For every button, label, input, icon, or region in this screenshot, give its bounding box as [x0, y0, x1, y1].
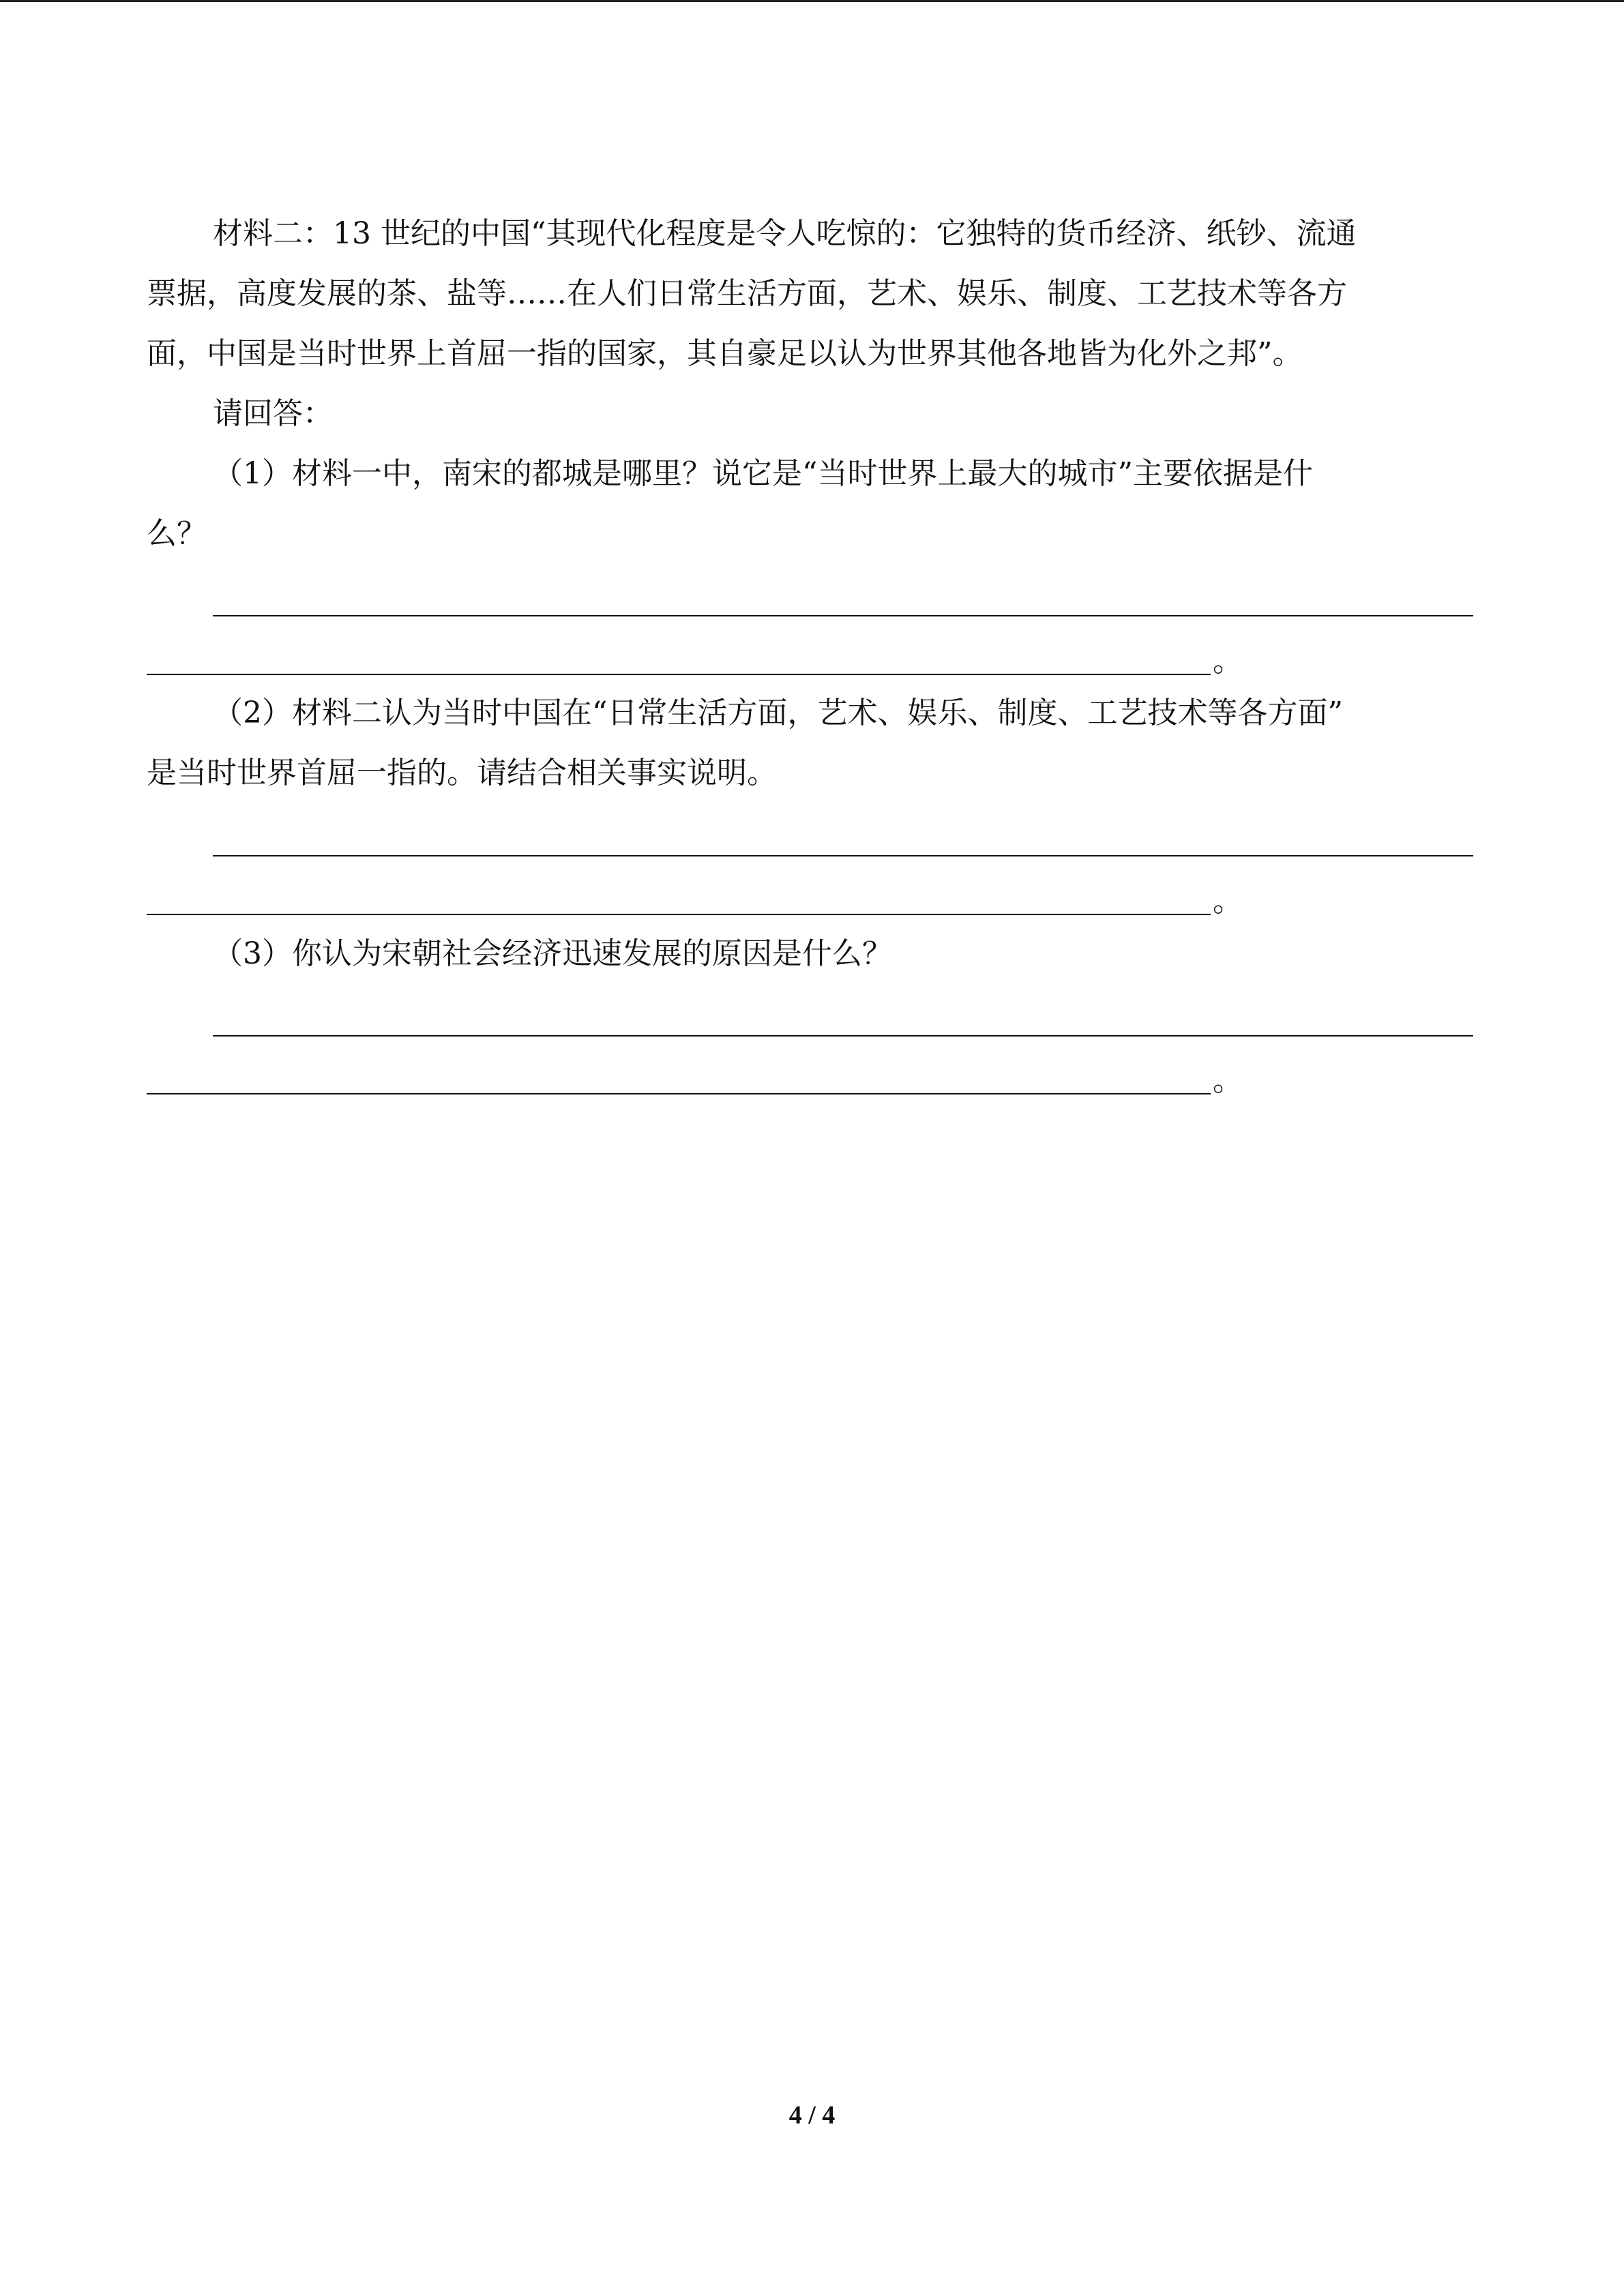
question-2-line-2: 是当时世界首屈一指的。请结合相关事实说明。 [147, 756, 777, 790]
answer-prompt: 请回答： [213, 396, 333, 431]
question-2-end-mark: 。 [1213, 884, 1243, 919]
question-2-answer-line-2[interactable] [147, 914, 1211, 915]
question-1-line-1: （1）材料一中，南宋的都城是哪里？说它是“当时世界上最大的城市”主要依据是什 [213, 456, 1313, 491]
question-2-answer-line-1[interactable] [213, 855, 1473, 856]
question-1-answer-line-1[interactable] [213, 615, 1473, 616]
page-number: 4 / 4 [788, 2101, 836, 2130]
question-1-answer-line-2[interactable] [147, 674, 1211, 675]
material2-line-1: 材料二：13 世纪的中国“其现代化程度是令人吃惊的：它独特的货币经济、纸钞、流通 [213, 216, 1357, 251]
question-1-line-2: 么？ [147, 516, 207, 551]
question-1-end-mark: 。 [1213, 644, 1243, 679]
question-3-end-mark: 。 [1213, 1063, 1243, 1098]
material2-line-3: 面，中国是当时世界上首屈一指的国家，其自豪足以认为世界其他各地皆为化外之邦”。 [147, 336, 1303, 371]
question-3-line-1: （3）你认为宋朝社会经济迅速发展的原因是什么？ [213, 936, 892, 971]
question-3-answer-line-2[interactable] [147, 1093, 1211, 1094]
question-3-answer-line-1[interactable] [213, 1035, 1473, 1037]
question-2-line-1: （2）材料二认为当时中国在“日常生活方面，艺术、娱乐、制度、工艺技术等各方面” [213, 696, 1343, 730]
page-top-border [0, 0, 1624, 2]
material2-line-2: 票据，高度发展的茶、盐等……在人们日常生活方面，艺术、娱乐、制度、工艺技术等各方 [147, 276, 1347, 311]
